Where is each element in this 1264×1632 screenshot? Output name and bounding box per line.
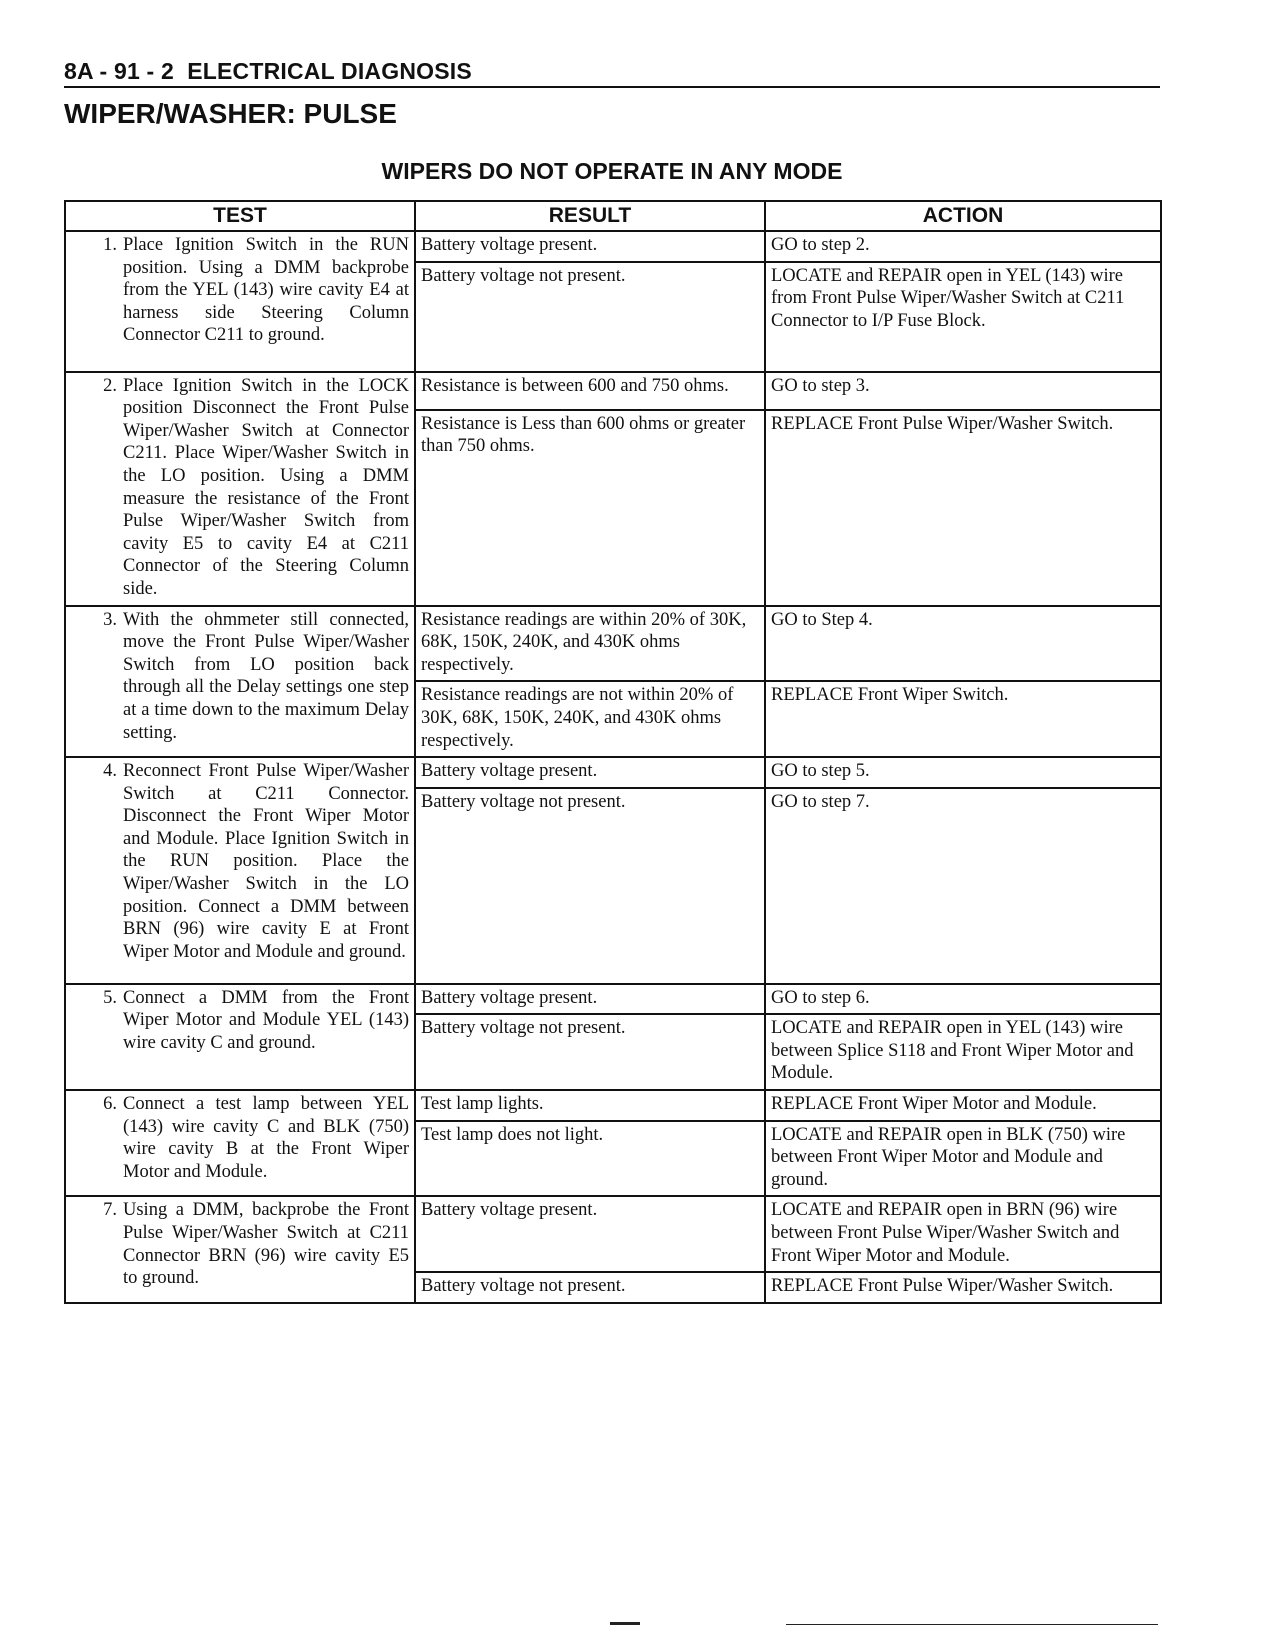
action-cell: REPLACE Front Pulse Wiper/Washer Switch. <box>765 1272 1161 1303</box>
action-cell: LOCATE and REPAIR open in YEL (143) wire between Splice S118 and Front Wiper Motor and Module. <box>765 1014 1161 1090</box>
step-number: 3. <box>103 609 117 630</box>
action-cell: GO to step 3. <box>765 372 1161 410</box>
column-header-test: TEST <box>65 201 415 231</box>
test-cell <box>65 984 415 1090</box>
step-number: 5. <box>103 987 117 1008</box>
table-row <box>65 231 1161 262</box>
test-text: Connect a test lamp between YEL (143) wire cavity C and BLK (750) wire cavity B at the Front Wiper Motor and Module. <box>123 1094 409 1182</box>
result-cell: Resistance is Less than 600 ohms or greater than 750 ohms. <box>415 410 765 606</box>
result-cell: Resistance readings are not within 20% of 30K, 68K, 150K, 240K, and 430K ohms respectively. <box>415 681 765 757</box>
test-cell <box>65 372 415 606</box>
table-title: WIPERS DO NOT OPERATE IN ANY MODE <box>381 158 843 184</box>
test-text: With the ohmmeter still connected, move the Front Pulse Wiper/Washer Switch from LO position back through all the Delay settings one step at a time down to the maximum Delay setting. <box>123 609 409 743</box>
action-cell: LOCATE and REPAIR open in BRN (96) wire between Front Pulse Wiper/Washer Switch and Front Wiper Motor and Module. <box>765 1196 1161 1272</box>
action-cell: GO to step 2. <box>765 231 1161 262</box>
action-cell: GO to Step 4. <box>765 606 1161 682</box>
action-cell: GO to step 5. <box>765 757 1161 788</box>
step-number: 7. <box>103 1200 117 1221</box>
table-row <box>65 757 1161 788</box>
table-row <box>65 1196 1161 1272</box>
step-number: 6. <box>103 1094 117 1115</box>
table-row <box>65 606 1161 682</box>
table-row <box>65 984 1161 1015</box>
test-text: Using a DMM, backprobe the Front Pulse Wiper/Washer Switch at C211 Connector BRN (96) wire cavity E5 to ground. <box>123 1200 409 1289</box>
result-cell: Test lamp does not light. <box>415 1121 765 1197</box>
result-cell: Test lamp lights. <box>415 1090 765 1121</box>
result-cell: Battery voltage present. <box>415 757 765 788</box>
test-cell <box>65 1196 415 1302</box>
test-text: Connect a DMM from the Front Wiper Motor and Module YEL (143) wire cavity C and ground. <box>123 987 409 1053</box>
column-header-action: ACTION <box>765 201 1161 231</box>
step-number: 2. <box>103 375 117 396</box>
result-cell: Battery voltage present. <box>415 984 765 1015</box>
result-cell: Battery voltage not present. <box>415 1272 765 1303</box>
action-cell: GO to step 6. <box>765 984 1161 1015</box>
test-cell <box>65 606 415 758</box>
footer-mark <box>610 1622 640 1625</box>
test-text: Place Ignition Switch in the RUN position. Using a DMM backprobe from the YEL (143) wire cavity E4 at harness side Steering Column Connector C211 to ground. <box>123 235 409 346</box>
diagnosis-table <box>64 200 1162 1304</box>
test-text: Place Ignition Switch in the LOCK position Disconnect the Front Pulse Wiper/Washer Switch at Connector C211. Place Wiper/Washer Switch in the LO position. Using a DMM measure the resistance of the Front Pulse Wiper/Washer Switch from cavity E5 to cavity E4 at C211 Connector of the Steering Column side. <box>123 375 409 599</box>
manual-section: ELECTRICAL DIAGNOSIS <box>187 58 472 84</box>
footer-rule <box>786 1624 1158 1625</box>
section-title: WIPER/WASHER: PULSE <box>64 98 397 129</box>
test-cell <box>65 231 415 372</box>
result-cell: Battery voltage not present. <box>415 1014 765 1090</box>
action-cell: REPLACE Front Pulse Wiper/Washer Switch. <box>765 410 1161 606</box>
table-header-row <box>65 201 1161 231</box>
action-cell: GO to step 7. <box>765 788 1161 984</box>
result-cell: Battery voltage present. <box>415 231 765 262</box>
result-cell: Battery voltage not present. <box>415 262 765 372</box>
action-cell: LOCATE and REPAIR open in YEL (143) wire from Front Pulse Wiper/Washer Switch at C211 Connector to I/P Fuse Block. <box>765 262 1161 372</box>
table-row <box>65 1090 1161 1121</box>
table-row <box>65 372 1161 410</box>
action-cell: REPLACE Front Wiper Motor and Module. <box>765 1090 1161 1121</box>
result-cell: Resistance is between 600 and 750 ohms. <box>415 372 765 410</box>
result-cell: Battery voltage not present. <box>415 788 765 984</box>
result-cell: Resistance readings are within 20% of 30K, 68K, 150K, 240K, and 430K ohms respectively. <box>415 606 765 682</box>
test-text: Reconnect Front Pulse Wiper/Washer Switch at C211 Connector. Disconnect the Front Wiper Motor and Module. Place Ignition Switch in the RUN position. Place the Wiper/Washer Switch in the LO position. Connect a DMM between BRN (96) wire cavity E at Front Wiper Motor and Module and ground. <box>123 761 409 962</box>
result-cell: Battery voltage present. <box>415 1196 765 1272</box>
action-cell: LOCATE and REPAIR open in BLK (750) wire between Front Wiper Motor and Module and ground. <box>765 1121 1161 1197</box>
test-cell <box>65 757 415 984</box>
test-cell <box>65 1090 415 1196</box>
step-number: 1. <box>103 235 117 255</box>
action-cell: REPLACE Front Wiper Switch. <box>765 681 1161 757</box>
column-header-result: RESULT <box>415 201 765 231</box>
step-number: 4. <box>103 761 117 782</box>
page-header <box>64 58 1160 88</box>
page-ref: 8A - 91 - 2 <box>64 58 175 84</box>
